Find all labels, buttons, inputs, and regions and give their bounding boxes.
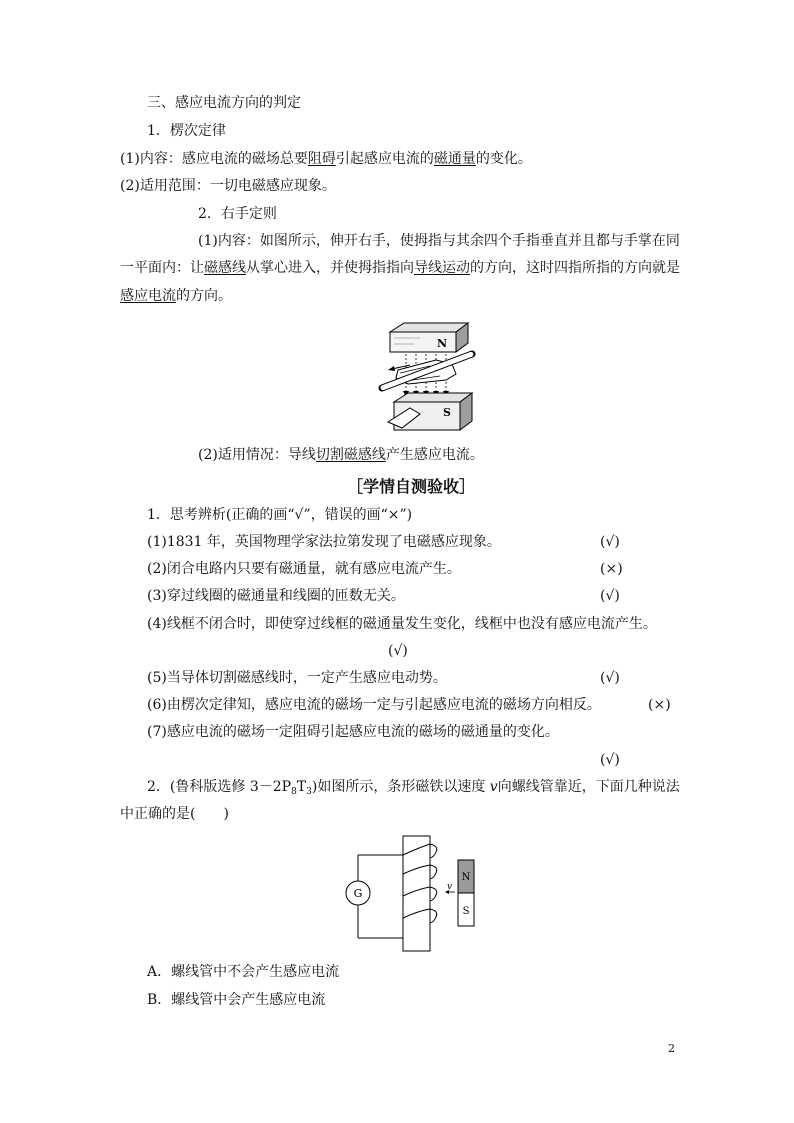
judgement-answer-4: (√) (388, 643, 408, 659)
right-hand-rule-title: 2．右手定则 (198, 206, 277, 222)
judgement-item-6: (6)由楞次定律知，感应电流的磁场一定与引起感应电流的磁场方向相反。 (147, 697, 601, 713)
galvanometer-label: G (353, 887, 363, 900)
q2-stem-part: )如图所示，条形磁铁以速度 (311, 779, 490, 795)
rh-keyword-induced-current: 感应电流 (120, 288, 176, 304)
solenoid-circuit-figure (340, 830, 485, 955)
rh-keyword-field-lines: 磁感线 (204, 260, 246, 276)
right-hand-usage (198, 445, 484, 465)
lenz-keyword-oppose: 阻碍 (307, 151, 336, 167)
north-pole-label: N (437, 337, 448, 350)
page-number: 2 (668, 1042, 675, 1055)
q2-velocity-symbol: v (489, 779, 498, 795)
velocity-label: v (447, 882, 453, 892)
south-pole-label: S (443, 406, 451, 419)
q2-stem-part: T (296, 779, 307, 795)
question-2-stem-line-1 (147, 777, 680, 802)
south-magnet-top-face (394, 393, 472, 402)
rh-content-part: 的方向。 (176, 288, 232, 304)
right-hand-content-line-1: (1)内容：如图所示，伸开右手，使拇指与其余四个手指垂直并且都与手掌在同 (198, 233, 680, 249)
judgement-item-3: (3)穿过线圈的磁通量和线圈的匝数无关。 (147, 588, 405, 604)
judgement-item-4: (4)线框不闭合时，即使穿过线框的磁通量发生变化，线框中也没有感应电流产生。 (147, 616, 657, 632)
judgement-item-7: (7)感应电流的磁场一定阻碍引起感应电流的磁场的磁通量的变化。 (147, 724, 559, 740)
question-1-prompt: 1．思考辨析(正确的画“√”，错误的画“×”) (147, 507, 413, 523)
conductor-rod (383, 354, 471, 387)
right-hand-content-line-2 (120, 258, 680, 278)
judgement-answer-7: (√) (600, 752, 620, 768)
rh-content-part: 从掌心进入，并使拇指指向 (246, 260, 414, 276)
section-heading: 三、感应电流方向的判定 (147, 95, 301, 111)
rh-usage-part: (2)适用情况：导线 (198, 447, 316, 463)
rh-content-part: 的方向，这时四指所指的方向就是 (470, 260, 680, 276)
lenz-content-part: 的变化。 (475, 151, 532, 167)
judgement-answer-6: (×) (648, 697, 671, 713)
self-test-heading: ［学情自测验收］ (346, 477, 475, 496)
lenz-keyword-flux: 磁通量 (433, 151, 476, 167)
option-b: B．螺线管中会产生感应电流 (147, 992, 326, 1008)
judgement-item-1: (1)1831 年，英国物理学家法拉第发现了电磁感应现象。 (147, 534, 501, 550)
q2-stem-part: 向螺线管靠近，下面几种说法 (497, 779, 680, 795)
judgement-answer-1: (√) (600, 534, 620, 550)
rh-keyword-wire-motion: 导线运动 (414, 260, 470, 276)
lenz-law-title: 1．楞次定律 (147, 123, 226, 139)
bar-magnet-south-label: S (462, 906, 470, 917)
q2-problem-subscript: 3 (306, 787, 312, 797)
bar-magnet-north-label: N (461, 872, 471, 883)
rh-usage-part: 产生感应电流。 (385, 447, 484, 463)
rh-content-part: 一平面内：让 (120, 260, 204, 276)
judgement-answer-2: (×) (600, 561, 623, 577)
lenz-law-scope: (2)适用范围：一切电磁感应现象。 (120, 178, 336, 194)
lenz-content-part: (1)内容：感应电流的磁场总要 (120, 151, 308, 167)
right-hand-content-line-3 (120, 286, 232, 306)
north-magnet-top-face (390, 323, 468, 332)
question-2-stem-line-2: 中正确的是( ) (120, 806, 229, 822)
right-hand-rule-figure (380, 318, 476, 436)
judgement-answer-5: (√) (600, 670, 620, 686)
lenz-content-part: 引起感应电流的 (335, 151, 434, 167)
lenz-law-content (120, 149, 532, 169)
option-a: A．螺线管中不会产生感应电流 (147, 964, 340, 980)
q2-stem-part: 2．(鲁科版选修 3－2P (147, 779, 292, 795)
q2-page-subscript: 8 (291, 787, 297, 797)
rh-keyword-cutting-field-lines: 切割磁感线 (315, 447, 386, 463)
judgement-answer-3: (√) (600, 588, 620, 604)
judgement-item-2: (2)闭合电路内只要有磁通量，就有感应电流产生。 (147, 561, 461, 577)
judgement-item-5: (5)当导体切割磁感线时，一定产生感应电动势。 (147, 670, 447, 686)
